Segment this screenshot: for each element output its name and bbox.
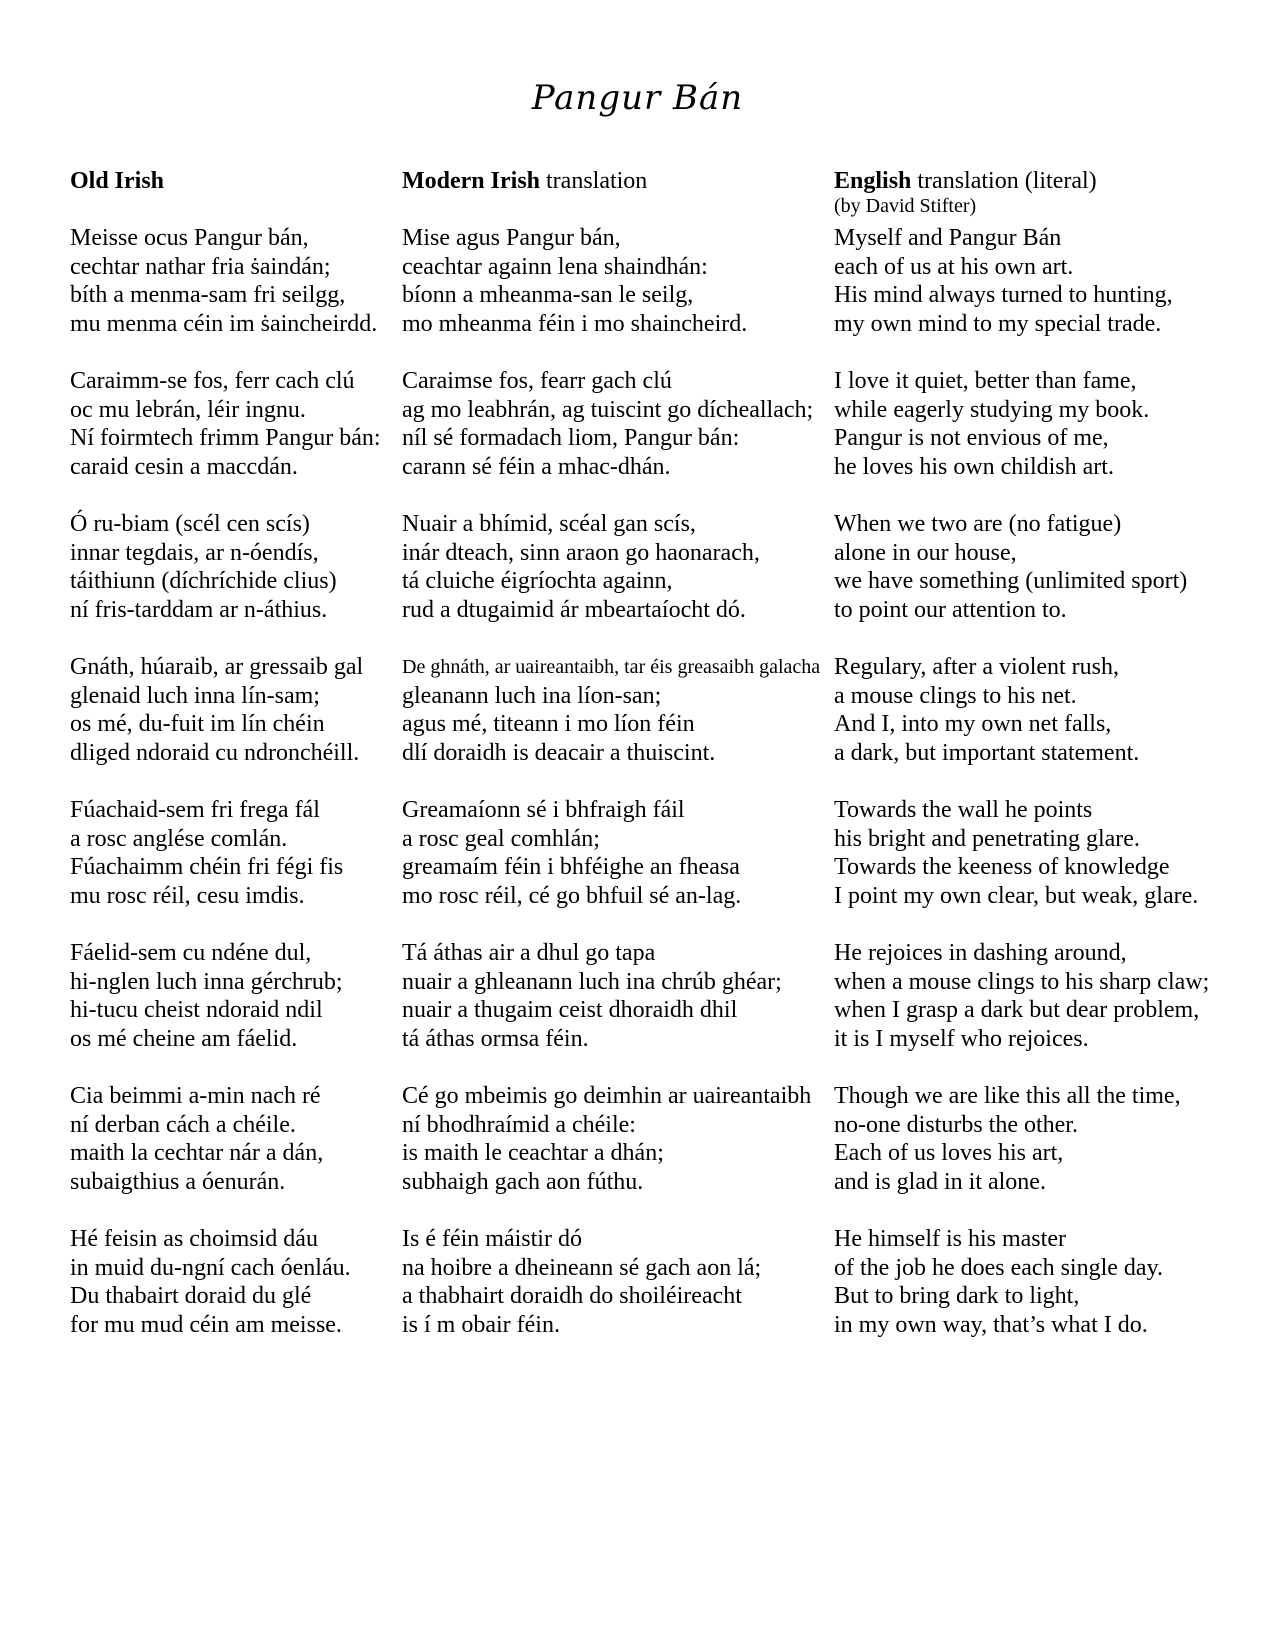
verse-line: mo mheanma féin i mo shaincheird. [402, 310, 748, 337]
stanza [70, 796, 390, 939]
verse-line: Ní foirmtech frimm Pangur bán: [70, 425, 381, 451]
stanza [70, 939, 390, 1082]
verse-line: inár dteach, sinn araon go haonarach, [402, 539, 760, 566]
verse-line: dlí doraidh is deacair a thuiscint. [402, 739, 716, 766]
verse-line: agus mé, titeann i mo líon féin [402, 711, 695, 737]
verse-line: no-one disturbs the other. [834, 1111, 1078, 1138]
stanza [834, 1225, 1234, 1368]
verse-line: He rejoices in dashing around, [834, 940, 1127, 966]
verse-line: and is glad in it alone. [834, 1168, 1046, 1195]
stanza-list [70, 224, 390, 1368]
verse-line: Pangur is not envious of me, [834, 425, 1109, 451]
verse-line: ní fris-tarddam ar n-áthius. [70, 596, 328, 623]
verse-line: Meisse ocus Pangur bán, [70, 225, 309, 251]
verse-line: oc mu lebrán, léir ingnu. [70, 396, 306, 423]
verse-line: Ó ru-biam (scél cen scís) [70, 511, 310, 537]
verse-line: bíonn a mheanma-san le seilg, [402, 282, 694, 308]
verse-line: my own mind to my special trade. [834, 310, 1162, 337]
verse-line: when I grasp a dark but dear problem, [834, 997, 1200, 1023]
stanza [70, 510, 390, 653]
verse-line: Hé feisin as choimsid dáu [70, 1226, 318, 1252]
verse-line: caraid cesin a maccdán. [70, 453, 298, 480]
verse-line: ceachtar againn lena shaindhán: [402, 253, 708, 280]
verse-line: maith la cechtar nár a dán, [70, 1140, 324, 1166]
translator-credit: (by David Stifter) [834, 195, 977, 217]
verse-line: Towards the wall he points [834, 797, 1093, 823]
verse-line: He himself is his master [834, 1226, 1066, 1252]
stanza [402, 939, 822, 1082]
verse-line: a mouse clings to his net. [834, 682, 1077, 709]
verse-line: Nuair a bhímid, scéal gan scís, [402, 511, 696, 537]
column-modern-irish [402, 168, 822, 1368]
stanza [70, 653, 390, 796]
verse-line: a rosc anglése comlán. [70, 825, 288, 852]
verse-line: Fúachaimm chéin fri fégi fis [70, 854, 344, 880]
verse-line: hi-nglen luch inna gérchrub; [70, 968, 343, 995]
verse-line: subaigthius a óenurán. [70, 1168, 286, 1195]
verse-line: Mise agus Pangur bán, [402, 225, 621, 251]
verse-line: we have something (unlimited sport) [834, 568, 1188, 594]
verse-line: dliged ndoraid cu ndronchéill. [70, 739, 360, 766]
verse-line: tá áthas ormsa féin. [402, 1025, 589, 1052]
verse-line: tá cluiche éigríochta againn, [402, 568, 673, 594]
stanza [70, 367, 390, 510]
verse-line: na hoibre a dheineann sé gach aon lá; [402, 1254, 762, 1281]
verse-line: os mé, du-fuit im lín chéin [70, 711, 325, 737]
stanza-list [834, 224, 1234, 1368]
verse-line: His mind always turned to hunting, [834, 282, 1173, 308]
column-heading-bold: Old Irish [70, 168, 165, 194]
column-heading [402, 168, 822, 194]
stanza [834, 367, 1234, 510]
verse-line: I love it quiet, better than fame, [834, 368, 1137, 394]
stanza [402, 367, 822, 510]
verse-line: in muid du-ngní cach óenláu. [70, 1254, 351, 1281]
verse-line: when a mouse clings to his sharp claw; [834, 968, 1210, 995]
verse-line: And I, into my own net falls, [834, 711, 1112, 737]
stanza [70, 1082, 390, 1225]
verse-line: innar tegdais, ar n-óendís, [70, 539, 319, 566]
verse-line: he loves his own childish art. [834, 453, 1114, 480]
verse-line: Each of us loves his art, [834, 1140, 1064, 1166]
verse-line: De ghnáth, ar uaireantaibh, tar éis greasaibh galacha [402, 656, 821, 678]
verse-line: os mé cheine am fáelid. [70, 1025, 298, 1052]
verse-line: glenaid luch inna lín-sam; [70, 682, 320, 709]
verse-line: alone in our house, [834, 539, 1017, 566]
stanza [834, 1082, 1234, 1225]
verse-line: ní derban cách a chéile. [70, 1111, 296, 1138]
verse-line: mo rosc réil, cé go bhfuil sé an-lag. [402, 882, 742, 909]
column-english [834, 168, 1234, 1368]
verse-line: nuair a thugaim ceist dhoraidh dhil [402, 997, 738, 1023]
verse-line: a dark, but important statement. [834, 739, 1140, 766]
stanza [834, 510, 1234, 653]
verse-line: Fúachaid-sem fri frega fál [70, 797, 320, 823]
stanza [834, 653, 1234, 796]
verse-line: carann sé féin a mhac-dhán. [402, 453, 671, 480]
verse-line: Tá áthas air a dhul go tapa [402, 940, 656, 966]
verse-line: to point our attention to. [834, 596, 1067, 623]
verse-line: ní bhodhraímid a chéile: [402, 1111, 636, 1138]
verse-line: Though we are like this all the time, [834, 1083, 1181, 1109]
verse-line: ag mo leabhrán, ag tuiscint go dícheallach; [402, 396, 814, 423]
stanza [402, 224, 822, 367]
column-heading-bold: English [834, 168, 912, 194]
verse-line: cechtar nathar fria ṡaindán; [70, 253, 331, 280]
stanza [402, 796, 822, 939]
stanza [402, 653, 822, 796]
verse-line: while eagerly studying my book. [834, 396, 1150, 423]
verse-line: Towards the keeness of knowledge [834, 854, 1170, 880]
stanza [70, 224, 390, 367]
verse-line: Cé go mbeimis go deimhin ar uaireantaibh [402, 1083, 812, 1109]
verse-line: is maith le ceachtar a dhán; [402, 1140, 664, 1166]
verse-line: is í m obair féin. [402, 1311, 560, 1338]
stanza-list [402, 224, 822, 1368]
verse-line: Du thabairt doraid du glé [70, 1283, 312, 1309]
verse-line: each of us at his own art. [834, 253, 1074, 280]
verse-line: Caraimm-se fos, ferr cach clú [70, 368, 355, 394]
verse-line: When we two are (no fatigue) [834, 511, 1122, 537]
stanza [834, 224, 1234, 367]
verse-line: subhaigh gach aon fúthu. [402, 1168, 644, 1195]
stanza [834, 796, 1234, 939]
verse-line: his bright and penetrating glare. [834, 825, 1140, 852]
verse-line: greamaím féin i bhféighe an fheasa [402, 854, 740, 880]
verse-line: gleanann luch ina líon-san; [402, 682, 662, 709]
verse-line: I point my own clear, but weak, glare. [834, 882, 1199, 909]
verse-line: hi-tucu cheist ndoraid ndil [70, 997, 323, 1023]
column-heading [70, 168, 390, 194]
verse-line: Myself and Pangur Bán [834, 225, 1062, 251]
verse-line: Greamaíonn sé i bhfraigh fáil [402, 797, 685, 823]
verse-line: of the job he does each single day. [834, 1254, 1164, 1281]
page-title: Pangur Bán [531, 78, 744, 118]
verse-line: táithiunn (díchríchide clius) [70, 568, 337, 594]
stanza [70, 1225, 390, 1368]
verse-line: in my own way, that’s what I do. [834, 1311, 1148, 1338]
verse-line: a rosc geal comhlán; [402, 825, 600, 852]
verse-line: rud a dtugaimid ár mbeartaíocht dó. [402, 596, 746, 623]
verse-line: mu rosc réil, cesu imdis. [70, 882, 305, 909]
verse-line: nuair a ghleanann luch ina chrúb ghéar; [402, 968, 782, 995]
verse-line: Fáelid-sem cu ndéne dul, [70, 940, 312, 966]
column-heading-rest: translation [540, 168, 648, 194]
column-heading-bold: Modern Irish [402, 168, 540, 194]
verse-line: Cia beimmi a-min nach ré [70, 1083, 321, 1109]
verse-line: Gnáth, húaraib, ar gressaib gal [70, 654, 364, 680]
stanza [834, 939, 1234, 1082]
verse-line: for mu mud céin am meisse. [70, 1311, 342, 1338]
verse-line: Regulary, after a violent rush, [834, 654, 1120, 680]
verse-line: Is é féin máistir dó [402, 1226, 582, 1252]
column-heading-rest: translation (literal) [911, 168, 1097, 194]
verse-line: Caraimse fos, fearr gach clú [402, 368, 672, 394]
verse-line: But to bring dark to light, [834, 1283, 1080, 1309]
verse-line: mu menma céin im ṡaincheirdd. [70, 310, 378, 337]
column-old-irish [70, 168, 390, 1368]
verse-line: bíth a menma-sam fri seilgg, [70, 282, 346, 308]
verse-line: níl sé formadach liom, Pangur bán: [402, 425, 740, 451]
verse-line: it is I myself who rejoices. [834, 1025, 1089, 1052]
stanza [402, 1082, 822, 1225]
column-heading [834, 168, 1234, 194]
stanza [402, 1225, 822, 1368]
verse-line: a thabhairt doraidh do shoiléireacht [402, 1283, 742, 1309]
stanza [402, 510, 822, 653]
